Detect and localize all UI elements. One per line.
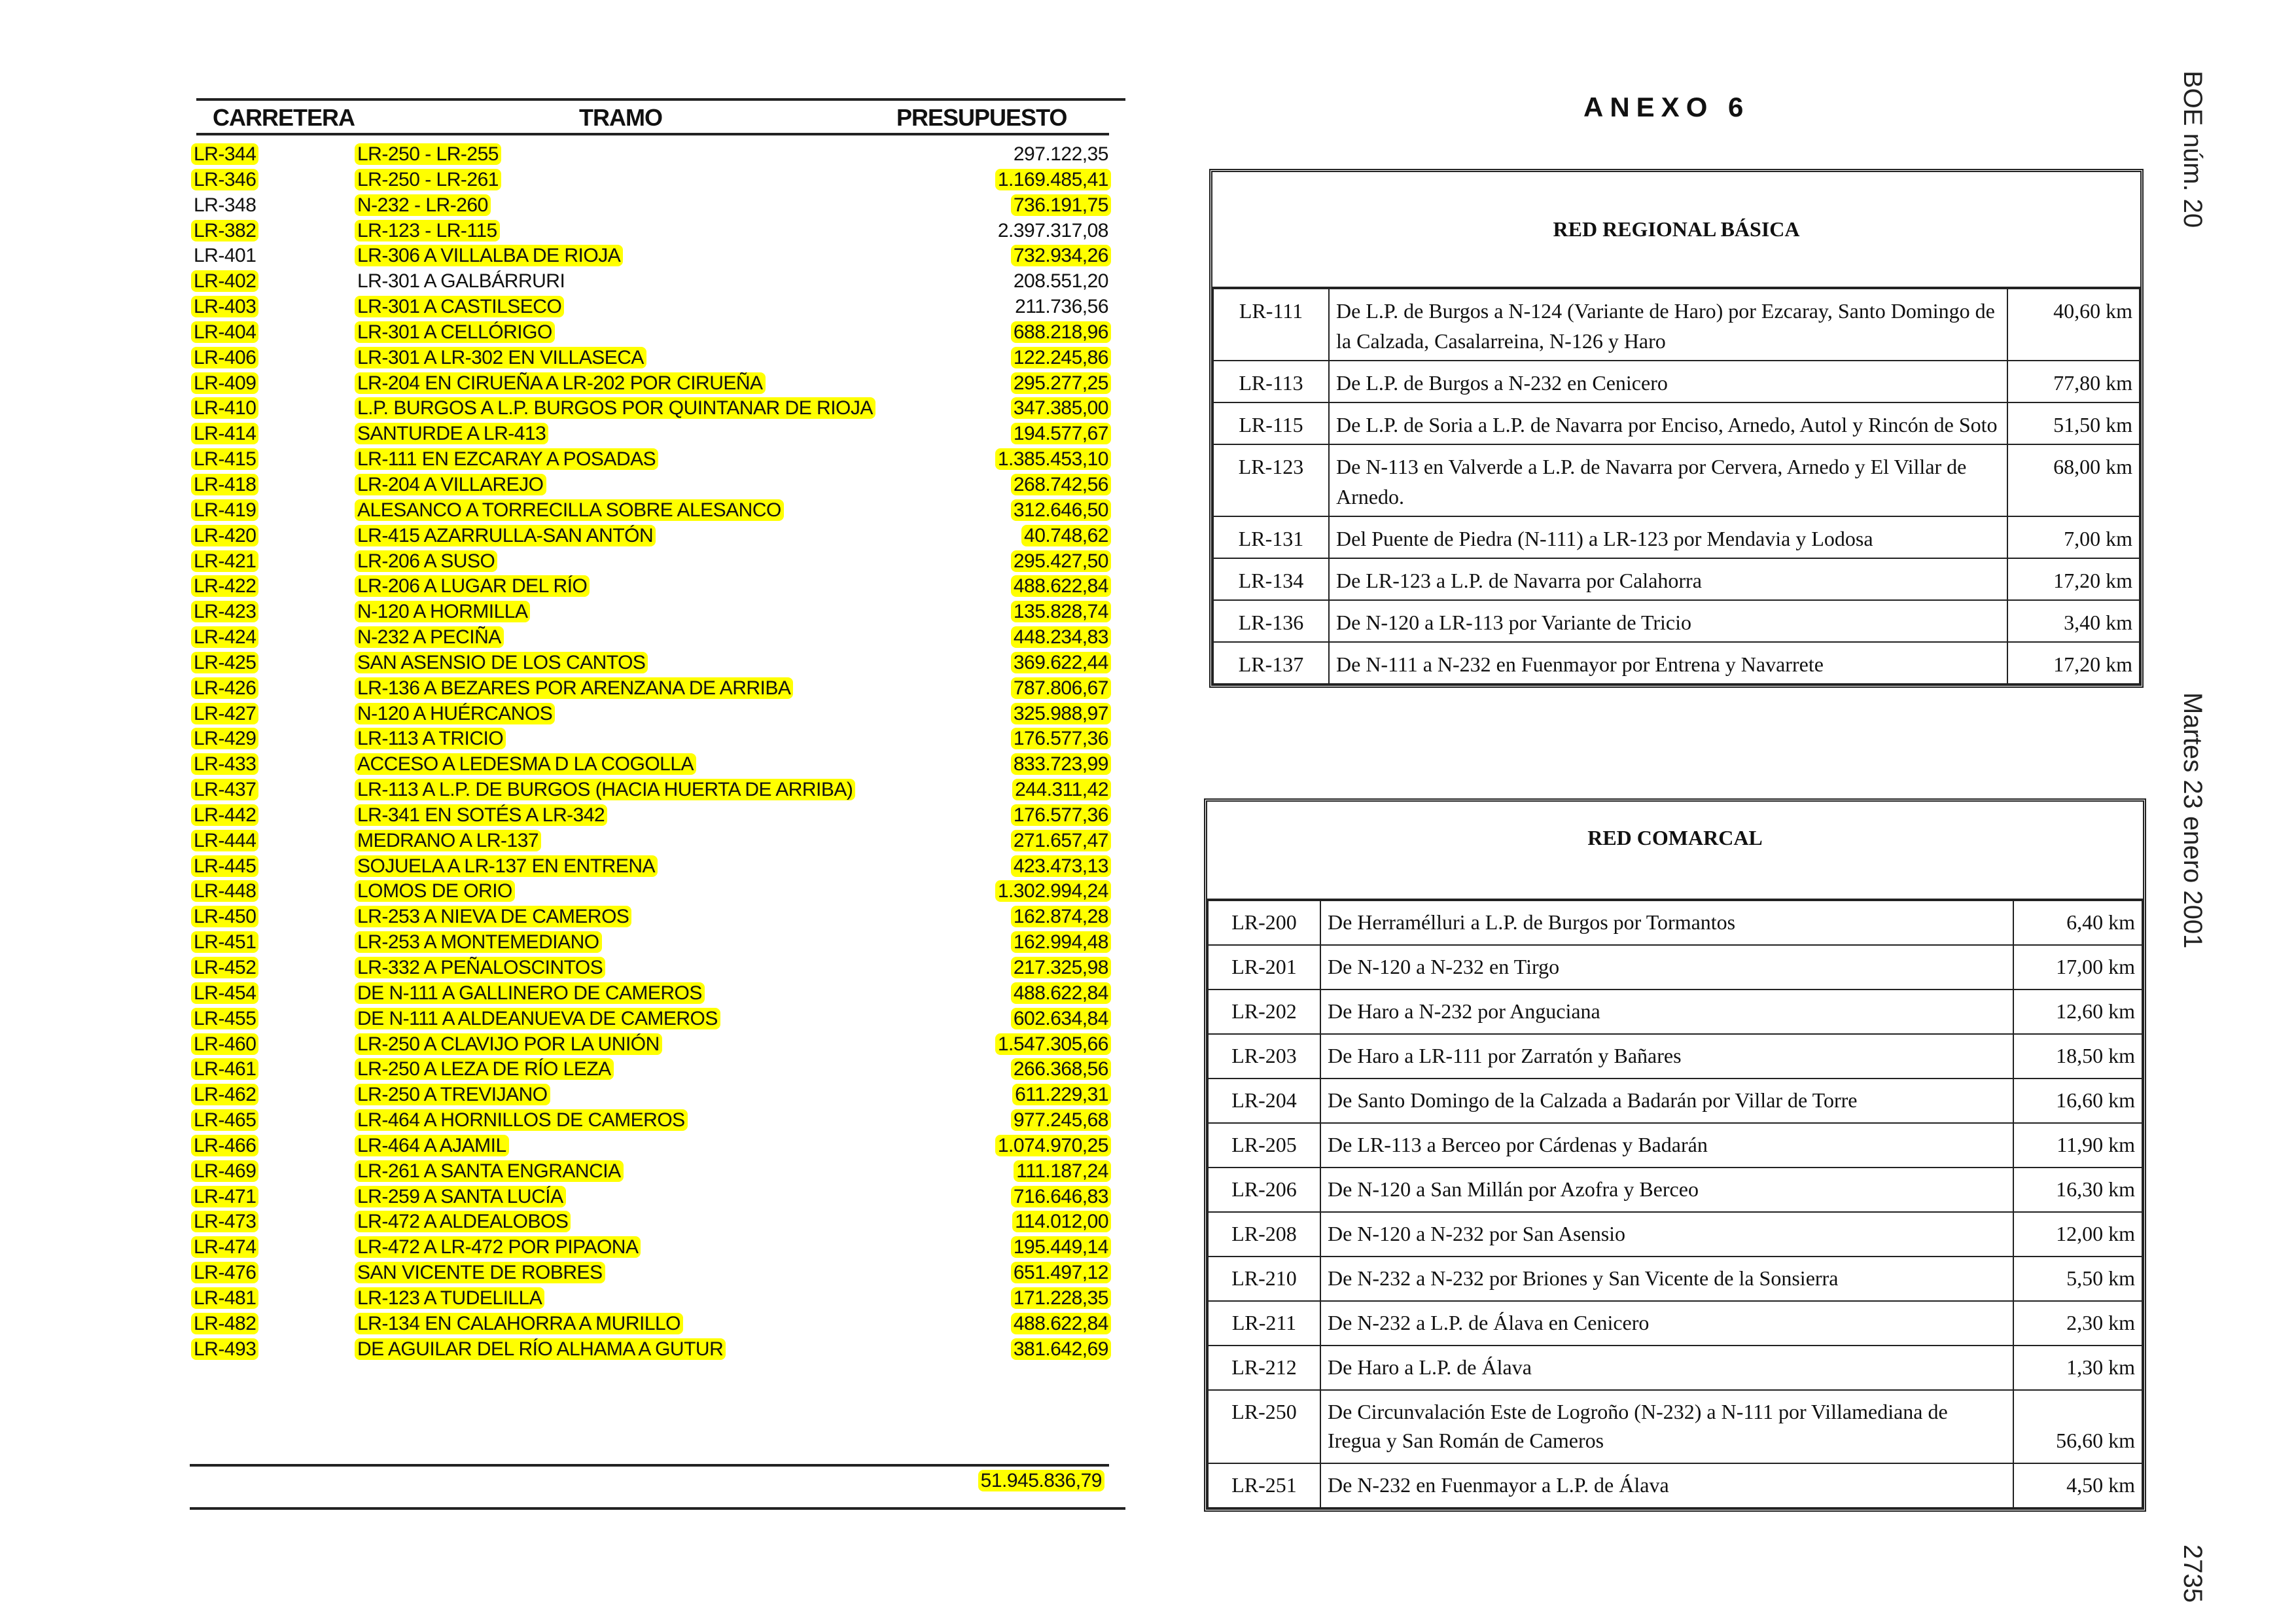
road-code: LR-206 [1208,1168,1320,1212]
road-row [1208,945,2142,990]
road-section: LR-301 A GALBÁRRURI [357,270,565,293]
budget-amount: 266.368,56 [1011,1058,1111,1080]
budget-row [183,294,1132,320]
budget-amount: 611.229,31 [1012,1084,1111,1105]
road-section: LR-204 EN CIRUEÑA A LR-202 POR CIRUEÑA [355,372,766,394]
road-section: LR-306 A VILLALBA DE RIOJA [355,245,623,266]
budget-row [183,371,1132,397]
road-section: N-120 A HORMILLA [355,601,530,622]
budget-amount: 295.277,25 [1011,372,1111,394]
budget-amount: 369.622,44 [1011,652,1111,673]
road-section: LR-464 A AJAMIL [355,1135,509,1156]
regional-network-table [1209,169,2144,688]
road-description: De Santo Domingo de la Calzada a Badarán por Villar de Torre [1320,1079,2013,1123]
budget-row [183,1311,1132,1337]
road-section: LR-113 A TRICIO [355,728,506,749]
budget-amount: 688.218,96 [1011,321,1111,343]
budget-amount: 244.311,42 [1012,779,1111,800]
budget-row [183,243,1132,269]
budget-row [183,726,1132,752]
road-code: LR-200 [1208,901,1320,945]
budget-amount: 423.473,13 [1011,855,1111,877]
budget-row [183,1082,1132,1108]
road-row [1208,990,2142,1034]
budget-amount: 114.012,00 [1012,1211,1111,1232]
road-length: 16,30 km [2013,1168,2142,1212]
road-row [1208,1390,2142,1463]
road-code: LR-346 [191,169,258,190]
road-section: LR-136 A BEZARES POR ARENZANA DE ARRIBA [355,677,793,699]
road-section: N-232 - LR-260 [355,194,491,216]
budget-row [183,829,1132,854]
road-length: 17,00 km [2013,945,2142,990]
road-row [1208,1212,2142,1257]
road-code: LR-462 [191,1084,258,1105]
road-code: LR-419 [191,499,258,521]
road-code: LR-115 [1213,402,1329,444]
road-row [1213,600,2140,642]
budget-amount: 1.385.453,10 [995,448,1111,470]
budget-row [183,421,1132,447]
budget-amount: 787.806,67 [1011,677,1111,699]
road-code: LR-461 [191,1058,258,1080]
road-code: LR-410 [191,397,258,419]
budget-amount: 488.622,84 [1011,575,1111,597]
budget-amount: 488.622,84 [1011,1313,1111,1334]
road-section: LR-472 A LR-472 POR PIPAONA [355,1236,641,1258]
budget-amount: 312.646,50 [1011,499,1111,521]
road-section: LR-123 - LR-115 [355,220,500,241]
road-code: LR-429 [191,728,258,749]
road-section: DE N-111 A GALLINERO DE CAMEROS [355,982,705,1004]
budget-amount: 211.736,56 [1015,296,1108,318]
road-description: De Haro a LR-111 por Zarratón y Bañares [1320,1034,2013,1079]
budget-row [183,269,1132,294]
road-section: LR-134 EN CALAHORRA A MURILLO [355,1313,683,1334]
road-row [1208,1463,2142,1508]
road-section: LR-253 A MONTEMEDIANO [355,931,602,953]
budget-row [183,1007,1132,1032]
road-length: 40,60 km [2007,289,2140,361]
road-code: LR-136 [1213,600,1329,642]
road-length: 7,00 km [2007,516,2140,558]
road-row [1208,1346,2142,1390]
road-row [1213,289,2140,361]
road-code: LR-210 [1208,1257,1320,1301]
budget-row [183,1159,1132,1185]
budget-amount: 977.245,68 [1011,1109,1111,1131]
budget-amount: 208.551,20 [1013,270,1108,293]
road-description: De N-232 en Fuenmayor a L.P. de Álava [1320,1463,2013,1508]
road-description: De N-232 a N-232 por Briones y San Vicente de la Sonsierra [1320,1257,2013,1301]
budget-row [183,320,1132,346]
road-code: LR-493 [191,1338,258,1360]
road-row [1208,1123,2142,1168]
road-row [1213,402,2140,444]
road-section: LR-253 A NIEVA DE CAMEROS [355,906,631,927]
road-code: LR-465 [191,1109,258,1131]
road-length: 17,20 km [2007,642,2140,684]
road-section: LR-204 A VILLAREJO [355,474,546,495]
road-length: 17,20 km [2007,558,2140,600]
table-top-rule [196,98,1125,101]
road-description: De LR-113 a Berceo por Cárdenas y Badarán [1320,1123,2013,1168]
budget-amount: 194.577,67 [1011,423,1111,444]
budget-row [183,904,1132,930]
road-length: 4,50 km [2013,1463,2142,1508]
budget-amount: 347.385,00 [1011,397,1111,419]
road-code: LR-113 [1213,361,1329,402]
road-description: Del Puente de Piedra (N-111) a LR-123 por Mendavia y Lodosa [1329,516,2007,558]
page-number: 2735 [2178,1544,2207,1603]
road-section: LR-250 A CLAVIJO POR LA UNIÓN [355,1033,662,1055]
budget-row [183,1260,1132,1286]
road-section: SANTURDE A LR-413 [355,423,548,444]
road-code: LR-402 [191,270,258,292]
road-code: LR-250 [1208,1390,1320,1463]
road-section: LR-206 A LUGAR DEL RÍO [355,575,590,597]
budget-amount: 381.642,69 [1011,1338,1111,1360]
budget-row [183,219,1132,244]
header-rule [196,133,1109,135]
road-length: 18,50 km [2013,1034,2142,1079]
road-section: LR-250 - LR-261 [355,169,501,190]
budget-amount: 732.934,26 [1011,245,1111,266]
budget-amount: 176.577,36 [1011,728,1111,749]
budget-amount: 736.191,75 [1011,194,1111,216]
road-code: LR-401 [194,245,256,267]
budget-row [183,346,1132,371]
budget-amount: 833.723,99 [1011,753,1111,775]
road-section: SOJUELA A LR-137 EN ENTRENA [355,855,658,877]
road-code: LR-382 [191,220,258,241]
budget-amount: 195.449,14 [1011,1236,1111,1258]
road-code: LR-437 [191,779,258,800]
road-section: LR-464 A HORNILLOS DE CAMEROS [355,1109,688,1131]
budget-amount: 268.742,56 [1011,474,1111,495]
budget-amount: 162.874,28 [1011,906,1111,927]
road-code: LR-454 [191,982,258,1004]
budget-amount: 111.187,24 [1014,1160,1111,1182]
road-code: LR-422 [191,575,258,597]
road-code: LR-451 [191,931,258,953]
budget-row [183,777,1132,803]
budget-amount: 651.497,12 [1011,1262,1111,1283]
publication-label: BOE núm. 20 [2178,71,2207,228]
road-row [1208,1034,2142,1079]
budget-row [183,955,1132,981]
road-section: LR-301 A CELLÓRIGO [355,321,555,343]
road-description: De LR-123 a L.P. de Navarra por Calahorra [1329,558,2007,600]
table-bottom-rule [190,1507,1125,1510]
road-row [1208,1257,2142,1301]
road-code: LR-203 [1208,1034,1320,1079]
road-code: LR-208 [1208,1212,1320,1257]
road-description: De Herramélluri a L.P. de Burgos por Tormantos [1320,901,2013,945]
comarcal-network-table [1204,798,2146,1512]
total-rule [190,1464,1109,1467]
budget-amount: 171.228,35 [1011,1287,1111,1309]
road-code: LR-473 [191,1211,258,1232]
road-row [1213,642,2140,684]
road-code: LR-344 [191,143,258,165]
road-section: MEDRANO A LR-137 [355,830,541,851]
road-code: LR-444 [191,830,258,851]
road-code: LR-455 [191,1008,258,1029]
budget-row [183,193,1132,219]
road-code: LR-204 [1208,1079,1320,1123]
road-code: LR-418 [191,474,258,495]
road-section: LR-341 EN SOTÉS A LR-342 [355,804,607,826]
budget-row [183,752,1132,777]
budget-row [183,1133,1132,1159]
budget-amount: 1.547.305,66 [995,1033,1111,1055]
header-section: TRAMO [579,104,662,131]
budget-row [183,1286,1132,1311]
road-code: LR-251 [1208,1463,1320,1508]
road-section: LR-111 EN EZCARAY A POSADAS [355,448,658,470]
budget-rows [183,142,1132,1363]
road-section: DE N-111 A ALDEANUEVA DE CAMEROS [355,1008,720,1029]
road-section: SAN ASENSIO DE LOS CANTOS [355,652,648,673]
budget-amount: 488.622,84 [1011,982,1111,1004]
road-length: 16,60 km [2013,1079,2142,1123]
road-section: LR-472 A ALDEALOBOS [355,1211,571,1232]
road-code: LR-421 [191,550,258,572]
budget-amount: 325.988,97 [1011,703,1111,724]
road-row [1213,516,2140,558]
budget-row [183,168,1132,193]
budget-row [183,1032,1132,1058]
road-row [1213,361,2140,402]
road-code: LR-205 [1208,1123,1320,1168]
road-section: LR-206 A SUSO [355,550,497,572]
road-description: De L.P. de Burgos a N-124 (Variante de Haro) por Ezcaray, Santo Domingo de la Calzada, Casalarreina, N-126 y Haro [1329,289,2007,361]
road-section: N-232 A PECIÑA [355,626,504,648]
publication-date: Martes 23 enero 2001 [2178,692,2207,949]
budget-row [183,142,1132,168]
road-length: 12,60 km [2013,990,2142,1034]
road-description: De N-120 a San Millán por Azofra y Berceo [1320,1168,2013,1212]
road-length: 51,50 km [2007,402,2140,444]
road-code: LR-482 [191,1313,258,1334]
road-length: 2,30 km [2013,1301,2142,1346]
budget-total: 51.945.836,79 [978,1470,1104,1491]
road-code: LR-420 [191,525,258,546]
road-section: LR-250 - LR-255 [355,143,501,165]
road-section: LR-301 A LR-302 EN VILLASECA [355,347,646,368]
road-code: LR-423 [191,601,258,622]
road-section: LR-259 A SANTA LUCÍA [355,1186,566,1207]
road-code: LR-201 [1208,945,1320,990]
budget-amount: 295.427,50 [1011,550,1111,572]
header-budget: PRESUPUESTO [896,104,1067,131]
road-code: LR-427 [191,703,258,724]
road-section: DE AGUILAR DEL RÍO ALHAMA A GUTUR [355,1338,726,1360]
road-description: De N-120 a N-232 en Tirgo [1320,945,2013,990]
road-description: De L.P. de Soria a L.P. de Navarra por Enciso, Arnedo, Autol y Rincón de Soto [1329,402,2007,444]
budget-row [183,574,1132,599]
road-code: LR-466 [191,1135,258,1156]
road-section: L.P. BURGOS A L.P. BURGOS POR QUINTANAR DE RIOJA [355,397,875,419]
road-row [1208,901,2142,945]
road-row [1208,1301,2142,1346]
budget-amount: 716.646,83 [1011,1186,1111,1207]
road-length: 68,00 km [2007,444,2140,516]
budget-amount: 162.994,48 [1011,931,1111,953]
road-section: LR-301 A CASTILSECO [355,296,564,317]
budget-row [183,651,1132,676]
road-code: LR-426 [191,677,258,699]
budget-amount: 1.169.485,41 [995,169,1111,190]
road-section: N-120 A HUÉRCANOS [355,703,555,724]
road-length: 6,40 km [2013,901,2142,945]
road-description: De Circunvalación Este de Logroño (N-232) a N-111 por Villamediana de Iregua y San Román de Cameros [1320,1390,2013,1463]
budget-amount: 217.325,98 [1011,957,1111,978]
budget-row [183,803,1132,829]
road-length: 3,40 km [2007,600,2140,642]
budget-row [183,1108,1132,1133]
regional-network-title: RED REGIONAL BÁSICA [1212,172,2140,288]
road-code: LR-450 [191,906,258,927]
budget-amount: 40.748,62 [1021,525,1111,546]
road-code: LR-111 [1213,289,1329,361]
budget-row [183,549,1132,575]
budget-row [183,599,1132,625]
road-description: De Haro a L.P. de Álava [1320,1346,2013,1390]
budget-row [183,702,1132,727]
budget-amount: 297.122,35 [1013,143,1108,165]
road-code: LR-212 [1208,1346,1320,1390]
road-row [1213,444,2140,516]
road-length: 11,90 km [2013,1123,2142,1168]
budget-row [183,396,1132,421]
annex-title: ANEXO 6 [1583,92,1750,122]
road-section: LR-332 A PEÑALOSCINTOS [355,957,605,978]
budget-row [183,981,1132,1007]
road-code: LR-414 [191,423,258,444]
budget-amount: 1.074.970,25 [995,1135,1111,1156]
road-code: LR-202 [1208,990,1320,1034]
road-description: De N-120 a LR-113 por Variante de Tricio [1329,600,2007,642]
road-code: LR-442 [191,804,258,826]
road-row [1208,1168,2142,1212]
road-description: De N-120 a N-232 por San Asensio [1320,1212,2013,1257]
road-code: LR-404 [191,321,258,343]
road-section: LR-261 A SANTA ENGRANCIA [355,1160,624,1182]
road-description: De N-113 en Valverde a L.P. de Navarra por Cervera, Arnedo y El Villar de Arnedo. [1329,444,2007,516]
budget-row [183,524,1132,549]
road-code: LR-469 [191,1160,258,1182]
road-code: LR-123 [1213,444,1329,516]
budget-row [183,930,1132,955]
budget-amount: 1.302.994,24 [995,880,1111,902]
budget-row [183,1057,1132,1082]
road-code: LR-131 [1213,516,1329,558]
road-description: De Haro a N-232 por Anguciana [1320,990,2013,1034]
budget-row [183,447,1132,473]
road-row [1208,1079,2142,1123]
road-description: De N-111 a N-232 en Fuenmayor por Entrena y Navarrete [1329,642,2007,684]
budget-amount: 135.828,74 [1011,601,1111,622]
road-section: LR-113 A L.P. DE BURGOS (HACIA HUERTA DE ARRIBA) [355,779,855,800]
budget-amount: 122.245,86 [1011,347,1111,368]
road-length: 1,30 km [2013,1346,2142,1390]
budget-amount: 602.634,84 [1011,1008,1111,1029]
road-section: LR-250 A TREVIJANO [355,1084,550,1105]
road-row [1213,558,2140,600]
road-code: LR-424 [191,626,258,648]
road-length: 12,00 km [2013,1212,2142,1257]
budget-amount: 271.657,47 [1011,830,1111,851]
road-code: LR-448 [191,880,258,902]
road-code: LR-460 [191,1033,258,1055]
road-code: LR-415 [191,448,258,470]
budget-amount: 176.577,36 [1011,804,1111,826]
road-code: LR-211 [1208,1301,1320,1346]
road-code: LR-406 [191,347,258,368]
road-code: LR-476 [191,1262,258,1283]
road-code: LR-425 [191,652,258,673]
budget-row [183,879,1132,904]
road-length: 56,60 km [2013,1390,2142,1463]
road-length: 77,80 km [2007,361,2140,402]
road-code: LR-433 [191,753,258,775]
road-section: LR-415 AZARRULLA-SAN ANTÓN [355,525,656,546]
budget-row [183,625,1132,651]
road-code: LR-452 [191,957,258,978]
budget-row [183,1209,1132,1235]
road-length: 5,50 km [2013,1257,2142,1301]
road-code: LR-134 [1213,558,1329,600]
budget-row [183,1235,1132,1260]
road-section: LOMOS DE ORIO [355,880,515,902]
budget-row [183,854,1132,880]
road-section: LR-123 A TUDELILLA [355,1287,544,1309]
road-code: LR-474 [191,1236,258,1258]
comarcal-network-title: RED COMARCAL [1207,802,2143,900]
budget-row [183,676,1132,702]
road-description: De N-232 a L.P. de Álava en Cenicero [1320,1301,2013,1346]
budget-row [183,498,1132,524]
road-code: LR-137 [1213,642,1329,684]
road-section: LR-250 A LEZA DE RÍO LEZA [355,1058,614,1080]
road-code: LR-348 [194,194,256,216]
budget-row [183,473,1132,498]
road-section: SAN VICENTE DE ROBRES [355,1262,605,1283]
header-road: CARRETERA [213,104,355,131]
road-code: LR-403 [191,296,258,317]
budget-row [183,1337,1132,1363]
budget-amount: 448.234,83 [1011,626,1111,648]
road-description: De L.P. de Burgos a N-232 en Cenicero [1329,361,2007,402]
road-section: ALESANCO A TORRECILLA SOBRE ALESANCO [355,499,784,521]
road-code: LR-481 [191,1287,258,1309]
road-section: ACCESO A LEDESMA D LA COGOLLA [355,753,696,775]
budget-amount: 2.397.317,08 [997,219,1108,241]
road-code: LR-471 [191,1186,258,1207]
road-code: LR-409 [191,372,258,394]
road-code: LR-445 [191,855,258,877]
budget-row [183,1185,1132,1210]
